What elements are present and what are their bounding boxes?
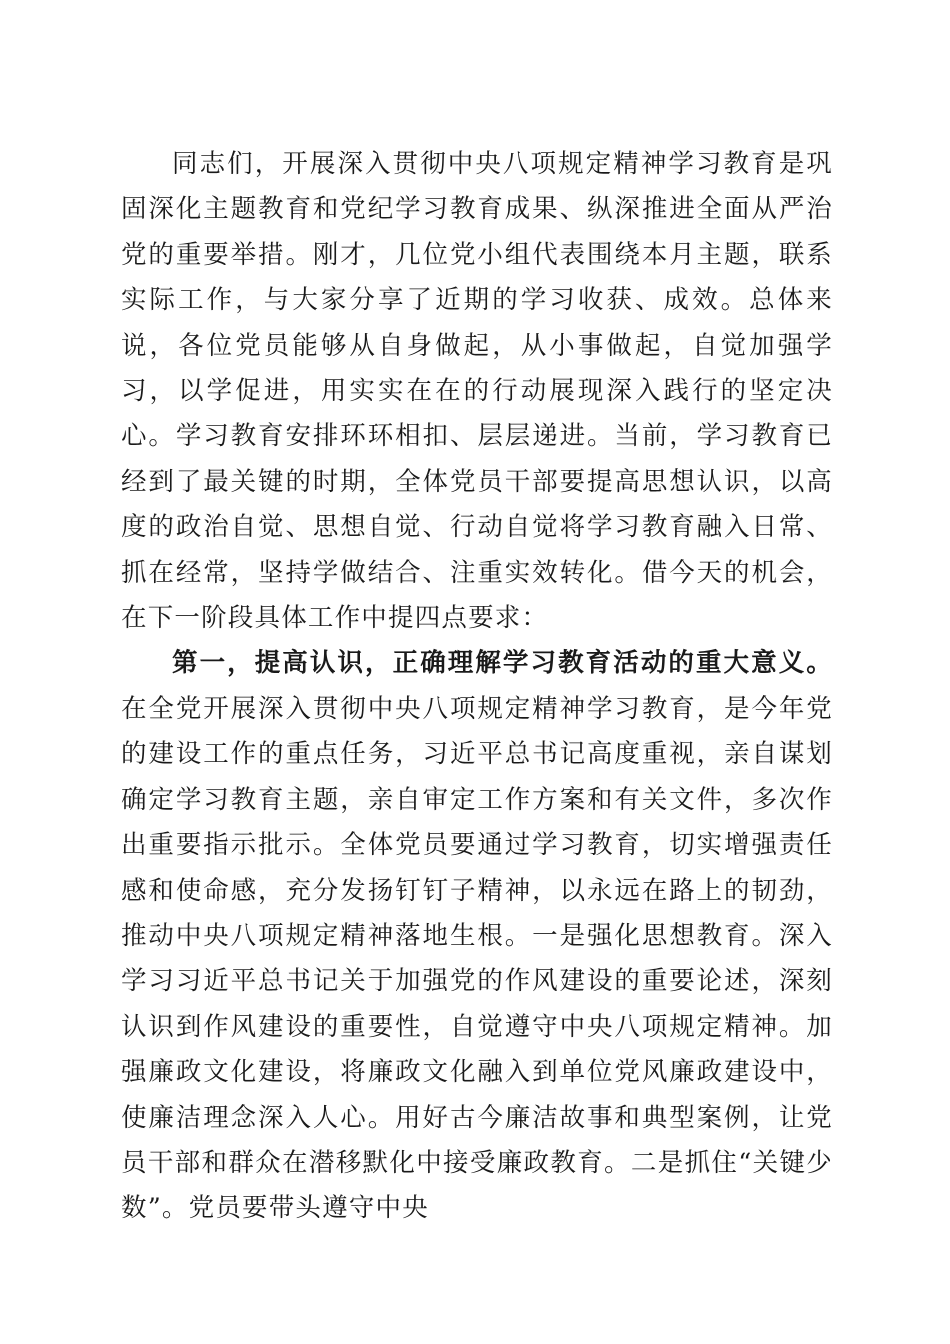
paragraph-lead-heading: 第一，提高认识，正确理解学习教育活动的重大意义。 [172, 648, 833, 679]
paragraph-text: 同志们，开展深入贯彻中央八项规定精神学习教育是巩固深化主题教育和党纪学习教育成果、纵深推进全面从严治党的重要举措。刚才，几位党小组代表围绕本月主题，联系实际工作，与大家分享了近期的学习收获、成效。总体来说，各位党员能够从自身做起，从小事做起，自觉加强学习，以学促进，用实实在在的行动展现深入践行的坚定决心。学习教育安排环环相扣、层层递进。当前，学习教育已经到了最关键的时期，全体党员干部要提高思想认识，以高度的政治自觉、思想自觉、行动自觉将学习教育融入日常、抓在经常，坚持学做结合、注重实效转化。借今天的机会，在下一阶段具体工作中提四点要求： [121, 149, 833, 634]
paragraph-intro [121, 142, 833, 641]
paragraph-point-one [121, 641, 833, 1231]
paragraph-text: 在全党开展深入贯彻中央八项规定精神学习教育，是今年党的建设工作的重点任务，习近平总书记高度重视，亲自谋划确定学习教育主题，亲自审定工作方案和有关文件，多次作出重要指示批示。全体党员要通过学习教育，切实增强责任感和使命感，充分发扬钉钉子精神，以永远在路上的韧劲，推动中央八项规定精神落地生根。一是强化思想教育。深入学习习近平总书记关于加强党的作风建设的重要论述，深刻认识到作风建设的重要性，自觉遵守中央八项规定精神。加强廉政文化建设，将廉政文化融入到单位党风廉政建设中，使廉洁理念深入人心。用好古今廉洁故事和典型案例，让党员干部和群众在潜移默化中接受廉政教育。二是抓住“关键少数”。党员要带头遵守中央 [121, 693, 833, 1224]
document-body [121, 142, 833, 1232]
